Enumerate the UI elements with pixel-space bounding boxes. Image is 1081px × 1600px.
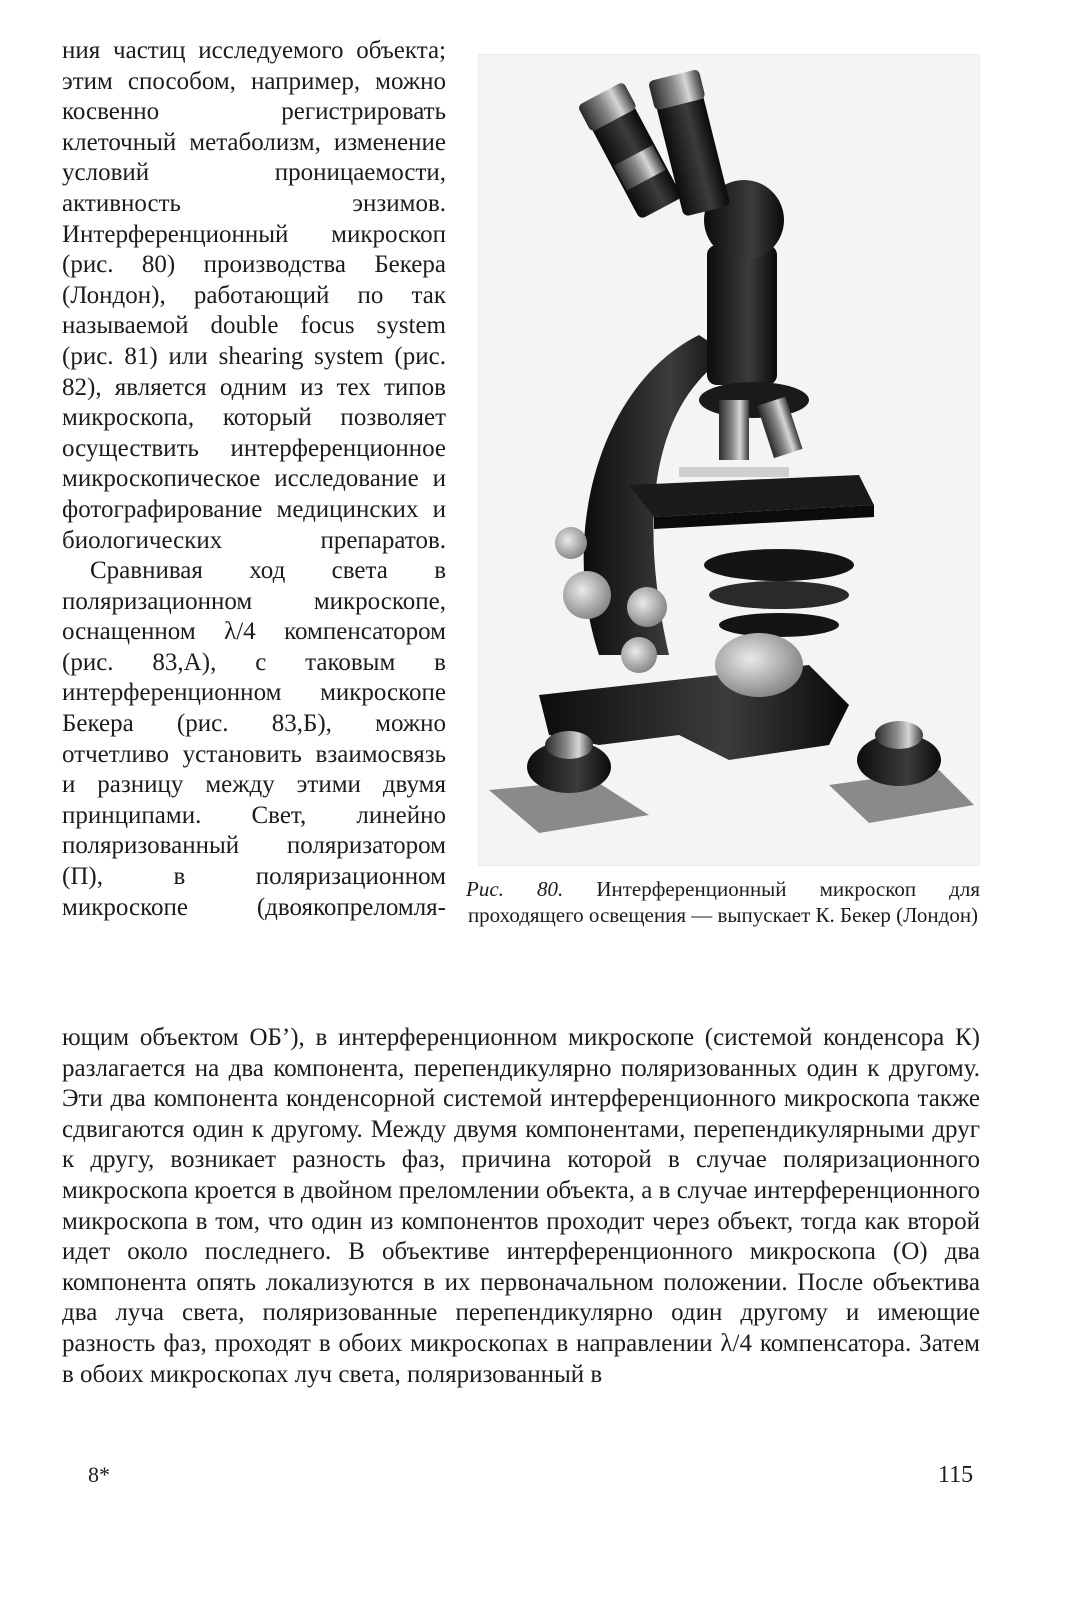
full-width-text [62, 1023, 980, 1390]
paragraph-2: Сравнивая ход света в поляризационном микроскопе, оснащенном λ/4 компенсатором (рис. 83,А), с таковым в интерференционном микроскопе Бекера (рис. 83,Б), можно отчетливо установить взаимосвязь и разницу между этими двумя принципами. Свет, линейно поляризованный поляризатором (П), в поляризационном микроскопе (двоякопреломля- [62, 557, 446, 921]
caption-text: Интерференционный микроскоп для проходящего освещения — выпускает К. Бекер (Лондон) [467, 877, 980, 927]
microscope-illustration [479, 55, 979, 865]
page-number: 115 [938, 1462, 974, 1488]
paragraph-1: ния частиц исследуемого объекта; этим способом, например, можно косвенно регистрировать клеточный метаболизм, изменение условий проницаемости, активность энзимов. Интерференционный микроскоп (рис. 80) производства Бекера (Лондон), работающий по так называемой double focus system (рис. 81) или shearing system (рис. 82), является одним из тех типов микроскопа, который позволяет осуществить интерференционное микроскопическое исследование и фотографирование медицинских и биологических препаратов. [62, 37, 446, 554]
figure-caption [466, 876, 980, 928]
signature-mark: 8* [88, 1462, 110, 1487]
left-text-column [62, 36, 446, 923]
paragraph-continuation: ющим объектом ОБ’), в интерференционном микроскопе (системой конденсора К) разлагается на два компонента, перепендикулярно поляризованных один к другому. Эти два компонента конденсорной системой интерференционного микроскопа также сдвигаются один к другому. Между двумя компонентами, перепендикулярными друг к другу, возникает разность фаз, причина которой в случае поляризационного микроскопа кроется в двойном преломлении объекта, а в случае интерференционного микроскопа в том, что один из компонентов проходит через объект, тогда как второй идет около последнего. В объективе интерференционного микроскопа (О) два компонента опять локализуются в их первоначальном положении. После объектива два луча света, поляризованные перепендикулярно один другому и имеющие разность фаз, проходят в обоих микроскопах в направлении λ/4 компенсатора. Затем в обоих микроскопах луч света, поляризованный в [62, 1024, 980, 1388]
caption-label: Рис. 80. [466, 877, 564, 901]
figure-microscope [478, 54, 980, 866]
